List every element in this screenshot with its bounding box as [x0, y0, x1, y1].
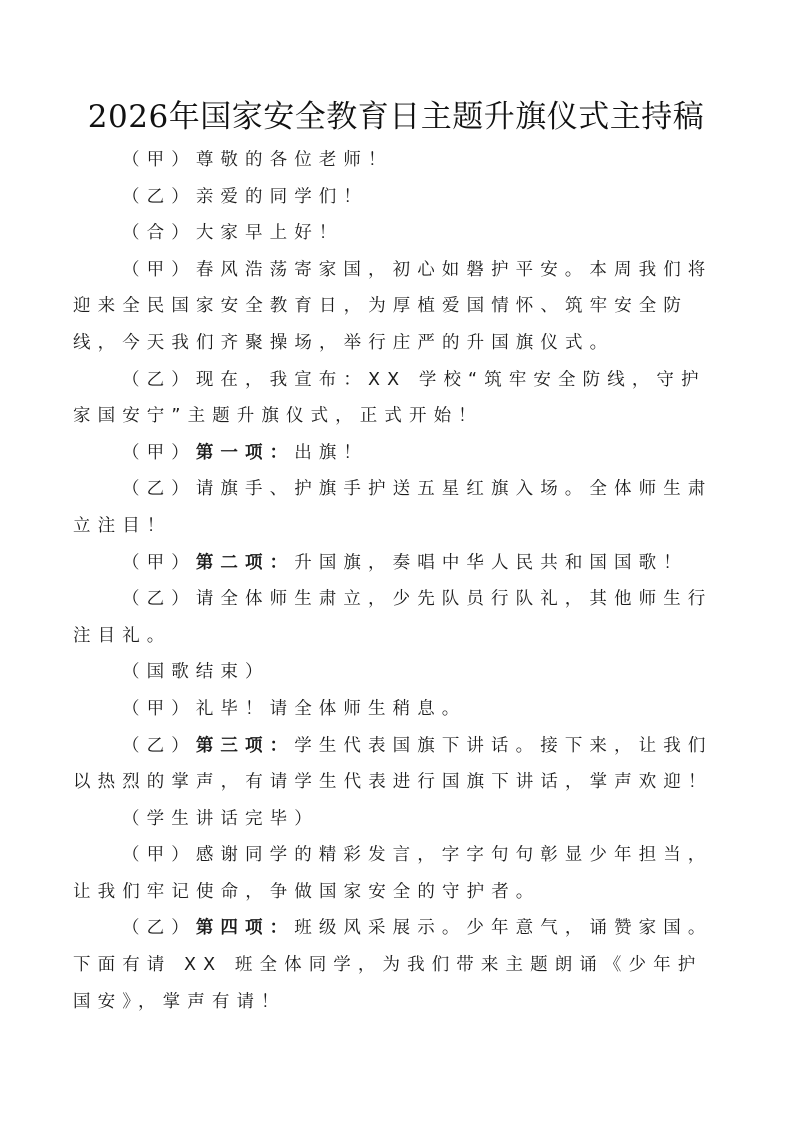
speaker-label: （乙） [122, 589, 196, 610]
paragraph-text: 出旗！ [294, 442, 369, 463]
stage-note-speech-end [73, 801, 723, 838]
paragraph-text: 大家早上好！ [195, 223, 344, 244]
paragraph-text: 升国旗，奏唱中华人民共和国国歌！ [294, 552, 688, 573]
paragraph-announcement [73, 362, 723, 435]
speaker-label: （乙） [122, 735, 196, 756]
document-page [73, 92, 723, 1020]
speaker-label: （乙） [122, 186, 196, 207]
paragraph-item-3 [73, 728, 723, 801]
paragraph-greeting-students [73, 179, 723, 216]
paragraph-at-ease [73, 691, 723, 728]
paragraph-greeting-teachers [73, 142, 723, 179]
paragraph-text: （国歌结束） [122, 662, 270, 683]
paragraph-text: 亲爱的同学们！ [195, 186, 369, 207]
paragraph-text: 请全体师生肃立，少先队员行队礼，其他师生行注目礼。 [73, 589, 713, 646]
paragraph-salute [73, 581, 723, 654]
paragraph-flag-entry [73, 471, 723, 544]
paragraph-text: 请旗手、护旗手护送五星红旗入场。全体师生肃立注目！ [73, 479, 713, 536]
paragraph-text: 学生代表国旗下讲话。接下来，让我们以热烈的掌声，有请学生代表进行国旗下讲话，掌声欢迎！ [73, 735, 713, 793]
item-label: 第四项： [195, 918, 295, 939]
speaker-label: （甲） [122, 259, 196, 280]
speaker-label: （甲） [122, 442, 196, 463]
paragraph-opening [73, 252, 723, 362]
paragraph-text: 尊敬的各位老师！ [195, 150, 393, 170]
speaker-label: （合） [122, 223, 196, 244]
speaker-label: （甲） [122, 552, 196, 573]
stage-note-anthem-end [73, 654, 723, 691]
speaker-label: （甲） [122, 845, 196, 866]
item-label: 第三项： [195, 735, 295, 756]
paragraph-item-2 [73, 545, 723, 582]
speaker-label: （乙） [122, 369, 196, 390]
speaker-label: （甲） [122, 698, 196, 719]
paragraph-text: 礼毕！请全体师生稍息。 [195, 698, 467, 719]
item-label: 第一项： [195, 442, 295, 463]
speaker-label: （乙） [122, 479, 196, 500]
paragraph-text: （学生讲话完毕） [122, 808, 319, 829]
paragraph-text: 现在，我宣布：XX 学校“筑牢安全防线，守护家国安宁”主题升旗仪式，正式开始！ [73, 369, 706, 427]
document-title: 2026年国家安全教育日主题升旗仪式主持稿 [87, 99, 705, 135]
paragraph-greeting-all [73, 215, 723, 252]
paragraph-text: 春风浩荡寄家国，初心如磐护平安。本周我们将迎来全民国家安全教育日，为厚植爱国情怀、筑牢安全防线，今天我们齐聚操场，举行庄严的升国旗仪式。 [73, 259, 713, 353]
paragraph-text: 感谢同学的精彩发言，字字句句彰显少年担当，让我们牢记使命，争做国家安全的守护者。 [73, 845, 713, 902]
paragraph-item-4 [73, 910, 723, 1020]
speaker-label: （乙） [122, 918, 196, 939]
item-label: 第二项： [195, 552, 295, 573]
paragraph-thanks [73, 837, 723, 910]
paragraph-text: 班级风采展示。少年意气，诵赞家国。下面有请 XX 班全体同学，为我们带来主题朗诵《少年护国安》，掌声有请！ [73, 918, 713, 1012]
paragraph-item-1 [73, 435, 723, 472]
speaker-label: （甲） [122, 150, 196, 170]
